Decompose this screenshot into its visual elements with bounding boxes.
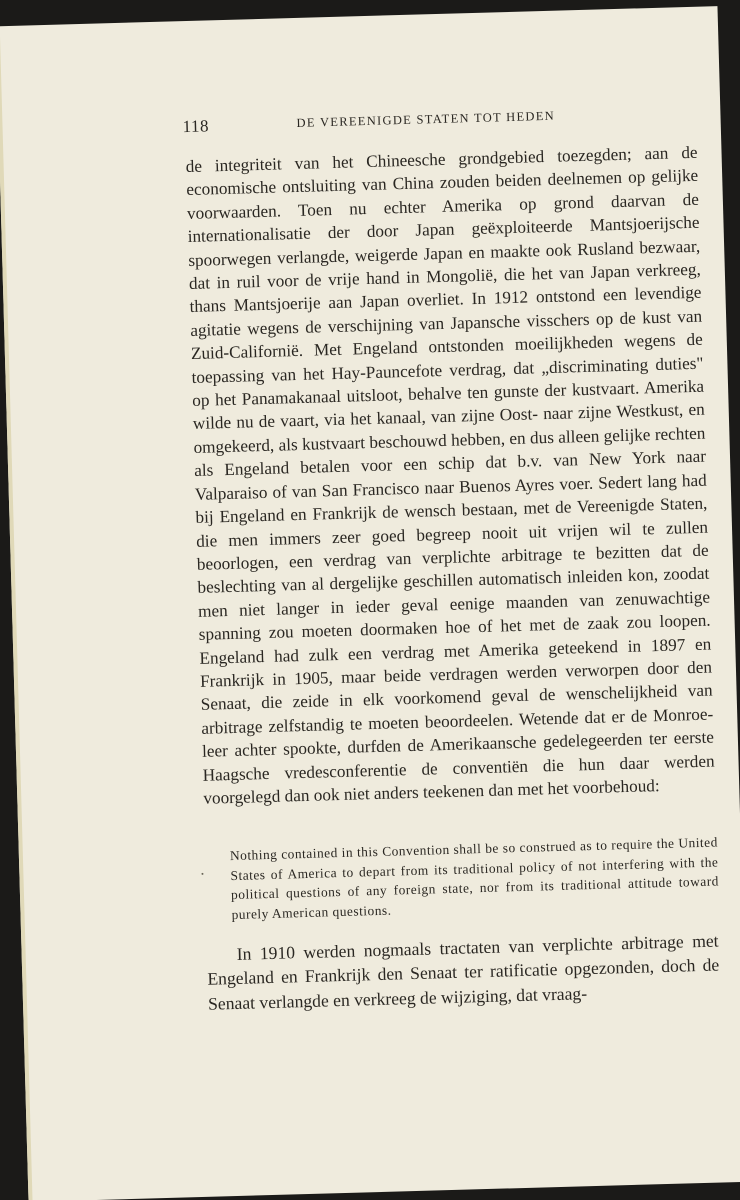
print-speck bbox=[201, 873, 203, 875]
page-number: 118 bbox=[182, 116, 210, 137]
page-header bbox=[182, 103, 702, 140]
block-quote: Nothing contained in this Convention shall be so construed as to require the United States of America to depart from its traditional policy of not interfering with the political questions of any foreign state, nor from its traditional attitude toward purely American questions. bbox=[229, 834, 720, 922]
running-title: DE VEREENIGDE STATEN TOT HEDEN bbox=[296, 108, 556, 130]
continuation-paragraph: In 1910 werden nogmaals tractaten van verplichte arbitrage met Engeland en Frankrijk den Senaat ter ratificatie opgezonden, doch de Senaat verlangde en verkreeg de wijziging, dat vraag- bbox=[207, 930, 720, 1014]
main-text bbox=[185, 141, 715, 810]
book-page bbox=[0, 6, 740, 1200]
body-paragraph: de integriteit van het Chineesche grondgebied toezegden; aan de economische ontsluiting van China zouden beiden deelnemen op gelijke voorwaarden. Toen nu echter Amerika op grond daarvan de internationalisatie der door Japan geëxploiteerde Mantsjoerijsche spoorwegen verlangde, weigerde Japan en maakte ook Rusland bezwaar, dat in ruil voor de vrije hand in Mongolië, die het van Japan verkreeg, thans Mantsjoerije aan Japan overliet. In 1912 ontstond een levendige agitatie wegens de verschijning van Japansche visschers op de kust van Zuid-Californië. Met Engeland ontstonden moeilijkheden wegens de toepassing van het Hay-Pauncefote verdrag, dat „discriminating duties" op het Panamakanaal uitsloot, behalve ten gunste der kustvaart. Amerika wilde nu de vaart, via het kanaal, van zijne Oost- naar zijne Westkust, en omgekeerd, als kustvaart beschouwd hebben, en dus alleen gelijke rechten als Engeland betalen voor een schip dat b.v. van New York naar Valparaiso of van San Francisco naar Buenos Ayres voer. Sedert lang had bij Engeland en Frankrijk de wensch bestaan, met de Vereenigde Staten, die men immers zeer goed begreep nooit uit vrijen wil te zullen beoorlogen, een verdrag van verplichte arbitrage te bezitten dat de beslechting van al dergelijke geschillen automatisch inleiden kon, zoodat men niet langer in ieder geval eenige maanden van zenuwachtige spanning zou moeten doormaken hoe of het met de zaak zou loopen. Engeland had zulk een verdrag met Amerika geteekend in 1897 en Frankrijk in 1905, maar beide verdragen werden verworpen door den Senaat, die zeide in elk voorkomend geval de wenschelijkheid van arbitrage zelfstandig te moeten beoordeelen. Wetende dat er de Monroe-leer achter spookte, durfden de Amerikaansche gedelegeerden ter eerste Haagsche vredesconferentie de conventiën die hun daar werden voorgelegd dan ook niet anders teekenen dan met het voorbehoud: bbox=[185, 142, 715, 808]
